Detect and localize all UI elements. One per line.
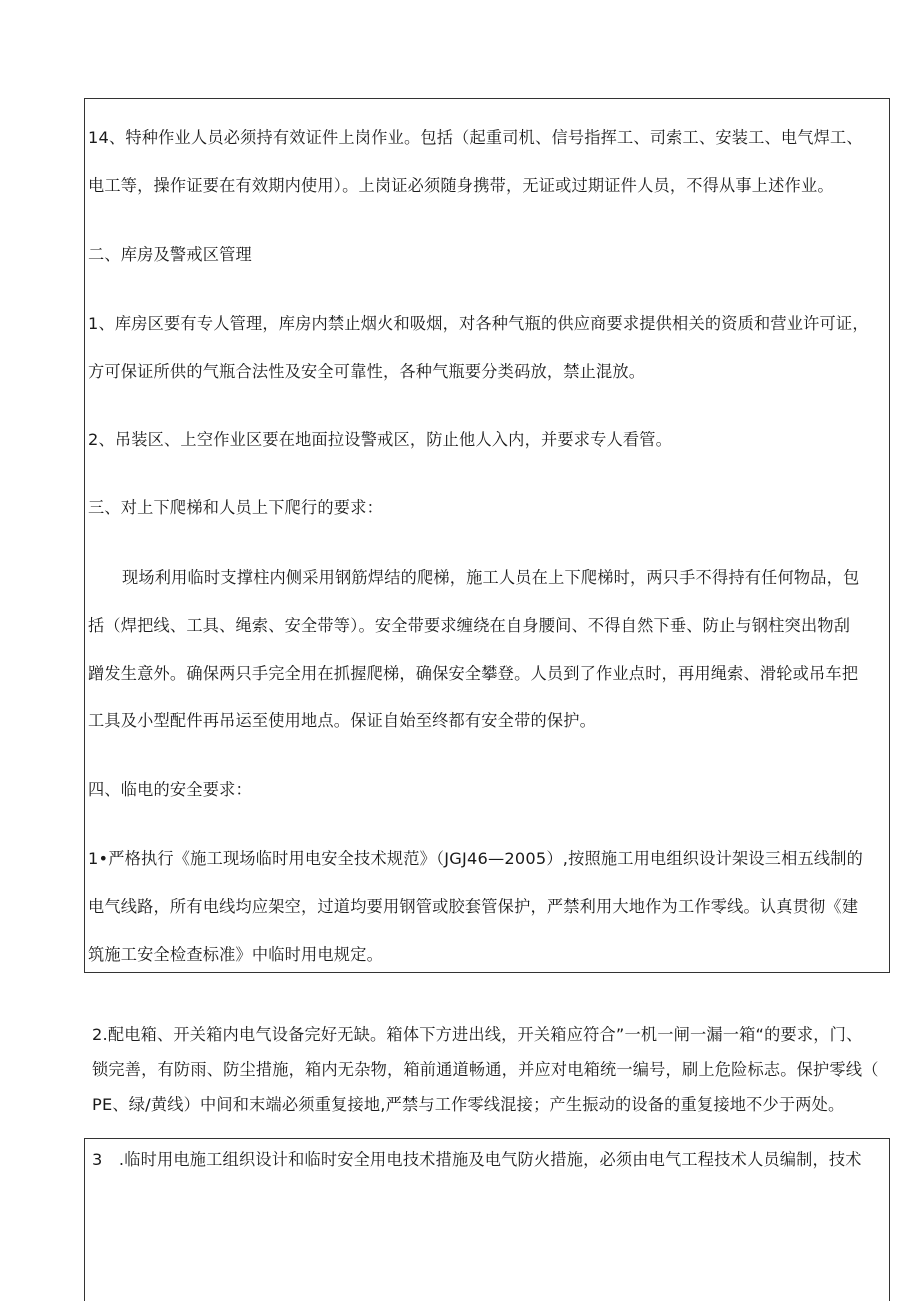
warehouse-item1-line1: 1、库房区要有专人管理，库房内禁止烟火和吸烟，对各种气瓶的供应商要求提供相关的资质和营业许可证， (88, 314, 869, 333)
heading-warehouse: 二、库房及警戒区管理 (88, 245, 252, 264)
warehouse-item2: 2、吊装区、上空作业区要在地面拉设警戒区，防止他人入内，并要求专人看管。 (88, 430, 673, 449)
electric-item1-line1: 1•严格执行《施工现场临时用电安全技术规范》（JGJ46—2005）,按照施工用电组织设计架设三相五线制的 (88, 849, 864, 868)
item14-line1: 14、特种作业人员必须持有效证件上岗作业。包括（起重司机、信号指挥工、司索工、安装工、电气焊工、 (88, 128, 863, 147)
heading-electric: 四、临电的安全要求： (88, 780, 252, 799)
ladder-para-line2: 括（焊把线、工具、绳索、安全带等）。安全带要求缠绕在自身腰间、不得自然下垂、防止与钢柱突出物刮 (88, 616, 851, 635)
electric-item3-line1: 3 .临时用电施工组织设计和临时安全用电技术措施及电气防火措施，必须由电气工程技术人员编制，技术 (92, 1150, 862, 1169)
ladder-para-line4: 工具及小型配件再吊运至使用地点。保证自始至终都有安全带的保护。 (88, 711, 597, 730)
electric-item2-line1: 2.配电箱、开关箱内电气设备完好无缺。箱体下方进出线，开关箱应符合”一机一闸一漏一箱“的要求，门、 (92, 1025, 863, 1044)
ladder-para-line1: 现场利用临时支撑柱内侧采用钢筋焊结的爬梯，施工人员在上下爬梯时，两只手不得持有任何物品，包 (122, 568, 860, 587)
item14-line2: 电工等，操作证要在有效期内使用）。上岗证必须随身携带，无证或过期证件人员，不得从事上述作业。 (88, 176, 834, 195)
electric-item2-line2: 锁完善，有防雨、防尘措施，箱内无杂物，箱前通道畅通，并应对电箱统一编号，刷上危险标志。保护零线（ (92, 1060, 879, 1079)
heading-ladder: 三、对上下爬梯和人员上下爬行的要求： (88, 498, 383, 517)
electric-item1-line2: 电气线路，所有电线均应架空，过道均要用钢管或胶套管保护，严禁利用大地作为工作零线。认真贯彻《建 (88, 897, 859, 916)
electric-item2-line3: PE、绿/黄线）中间和末端必须重复接地,严禁与工作零线混接；产生振动的设备的重复接地不少于两处。 (92, 1095, 845, 1114)
warehouse-item1-line2: 方可保证所供的气瓶合法性及安全可靠性，各种气瓶要分类码放，禁止混放。 (88, 362, 646, 381)
table-cell-upper (84, 98, 890, 973)
electric-item1-line3: 筑施工安全检查标准》中临时用电规定。 (88, 945, 383, 964)
ladder-para-line3: 蹭发生意外。确保两只手完全用在抓握爬梯，确保安全攀登。人员到了作业点时，再用绳索、滑轮或吊车把 (88, 664, 859, 683)
